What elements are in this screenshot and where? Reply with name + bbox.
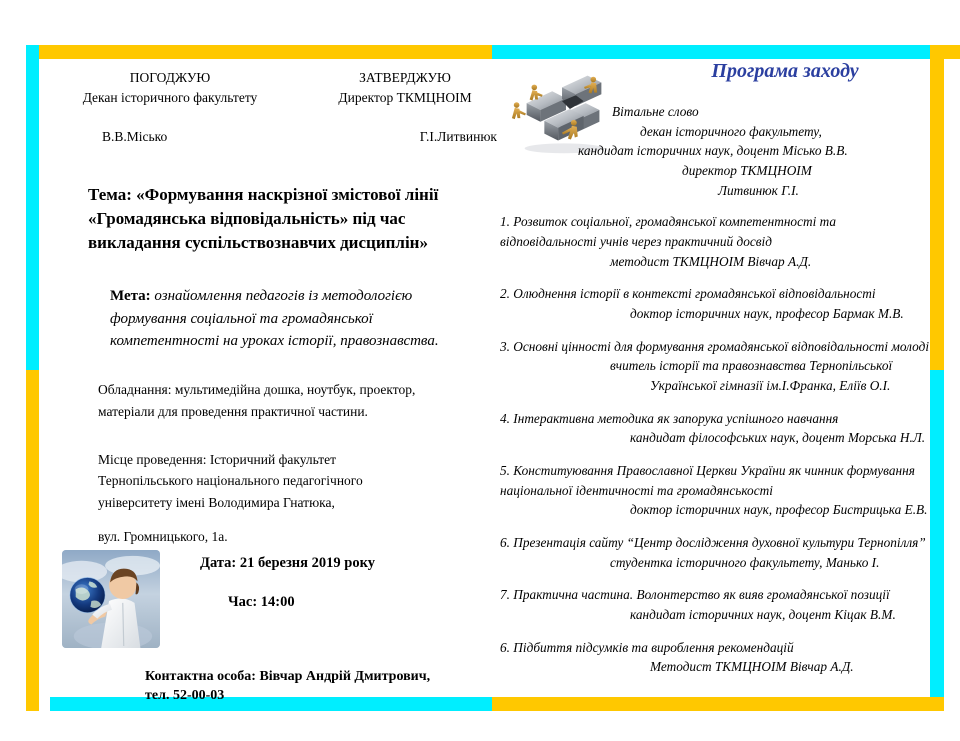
equipment-line: матеріали для проведення практичної частини. [98,403,368,419]
venue-line: Тернопільського національного педагогічного [98,473,363,489]
boy-with-globe-illustration [62,550,160,648]
frame-bar-top-corner [944,45,960,59]
intro-line: Литвинюк Г.І. [718,182,799,198]
program-intro [500,102,930,200]
program-item-speaker: вчитель історії та правознавства Тернопільської [610,358,893,374]
program-item-speaker: кандидат філософських наук, доцент Морська Н.Л. [630,430,926,446]
intro-line: директор ТКМЦНОІМ [682,163,812,179]
venue-line: Місце проведення: Історичний факультет [98,451,337,467]
event-date: Дата: 21 березня 2019 року [200,555,375,571]
program-item [500,461,930,520]
frame-bar-left-yellow [26,370,39,711]
program-item [500,533,930,572]
frame-bar-right-yellow [930,45,944,370]
contact-person: Контактна особа: Вівчар Андрій Дмитрович, [145,669,431,684]
program-item-speaker: доктор історичних наук, професор Бистрицька Е.В. [630,502,928,518]
program-item-speaker: студентка історичного факультету, Манько І. [610,554,880,570]
program-item-speaker: Методист ТКМЦНОІМ Вівчар А.Д. [650,659,854,675]
left-column [50,60,497,703]
program-item [500,638,930,677]
program-item-title: 2. Олюднення історії в контексті громадянської відповідальності [500,286,876,302]
program-item-title: 5. Конституювання Православної Церкви України як чинник формування національної ідентичності та громадянськості [500,463,915,498]
venue-street: вул. Громницького, 1а. [98,529,228,545]
program-item-speaker: кандидат історичних наук, доцент Кіцак В.М. [630,607,896,623]
date-time-block [200,555,480,612]
frame-bar-top-left [38,45,492,59]
approval-right-subheading: Директор ТКМЦНОІМ [338,89,472,105]
program-item [500,212,930,271]
contact-block [145,668,475,706]
program-item-speaker: методист ТКМЦНОІМ Вівчар А.Д. [610,253,812,269]
program-item-title: 6. Презентація сайту “Центр дослідження духовної культури Тернопілля” [500,535,926,551]
event-theme: Тема: «Формування наскрізної змістової лінії «Громадянська відповідальність» під час викладання суспільствознавчих дисциплін» [88,185,439,253]
aim-text: ознайомлення педагогів із методологією формування соціальної та громадянської компетентності на уроках історії, правознавства. [110,288,439,350]
event-time: Час: 14:00 [228,594,295,611]
right-column [500,60,930,690]
program-item-title: 3. Основні цінності для формування громадянської відповідальності молоді [500,338,930,354]
approval-block [50,60,497,155]
program-item [500,585,930,624]
venue-line: університету імені Володимира Гнатюка, [98,495,335,511]
intro-line: декан історичного факультету, [640,123,822,139]
frame-bar-right-cyan [930,370,944,711]
program-item [500,284,930,323]
program-title: Програма заходу [711,60,859,82]
approval-left-subheading: Декан історичного факультету [82,89,258,105]
venue-block [50,449,468,548]
approval-left [60,68,280,147]
frame-bar-bottom-corner [26,683,39,697]
program-item-speaker: Української гімназії ім.І.Франка, Еліїв О.І. [650,378,891,394]
program-body [500,102,930,690]
aim-label: Мета: [110,288,151,305]
program-item-title: 7. Практична частина. Волонтерство як вияв громадянської позиції [500,587,890,603]
approval-right-name: Г.І.Литвинюк [419,129,497,145]
approval-right-heading: ЗАТВЕРДЖУЮ [359,70,451,85]
program-item-title: 6. Підбиття підсумків та вироблення рекомендацій [500,639,794,655]
equipment-block [50,379,468,423]
contact-phone: тел. 52-00-03 [145,687,225,703]
boy-with-globe-photo [62,550,160,648]
approval-left-heading: ПОГОДЖУЮ [129,70,211,85]
event-aim [50,285,455,353]
program-item-title: 1. Розвиток соціальної, громадянської компетентності та відповідальності учнів через практичний досвід [500,214,837,250]
program-item-speaker: доктор історичних наук, професор Бармак М.В. [630,306,904,322]
intro-line: Вітальне слово [612,104,699,119]
frame-bar-bottom-right [492,697,944,711]
equipment-line: Обладнання: мультимедійна дошка, ноутбук, проектор, [98,381,416,397]
approval-left-name: В.В.Місько [102,129,168,145]
approval-right [305,68,505,147]
program-item [500,337,930,396]
frame-bar-left-cyan [26,45,39,370]
program-item-title: 4. Інтерактивна методика як запорука успішного навчання [500,410,839,426]
program-item [500,409,930,448]
intro-line: кандидат історичних наук, доцент Місько В.В. [578,143,848,159]
